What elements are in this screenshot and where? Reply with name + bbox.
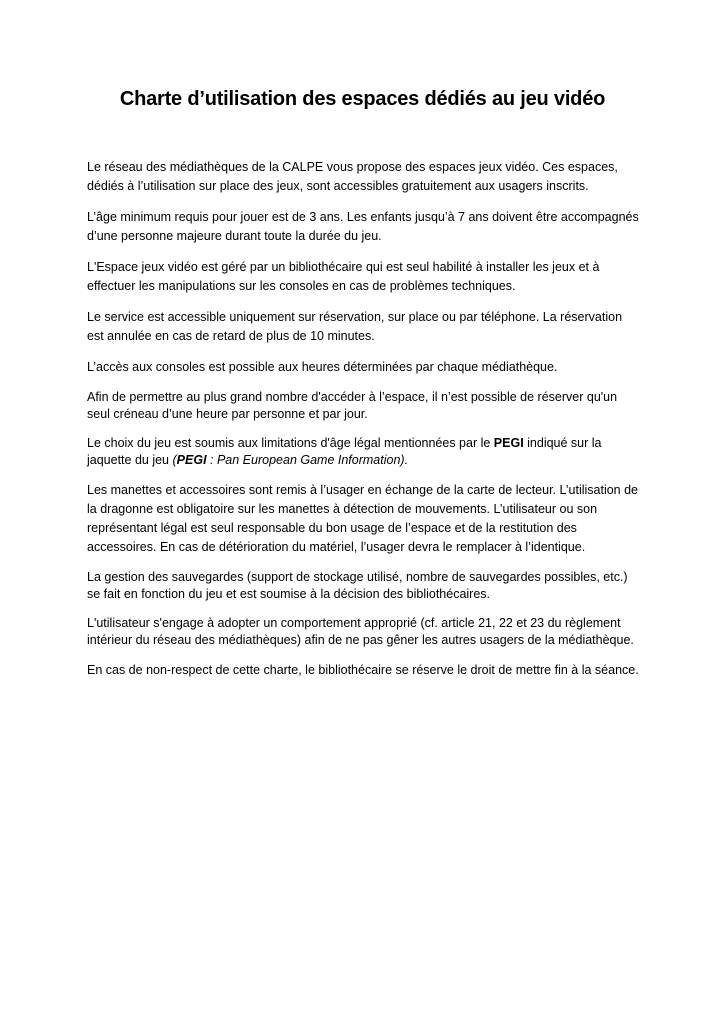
paragraph-non-respect: En cas de non-respect de cette charte, le bibliothécaire se réserve le droit de mettre fin à la séance. (87, 663, 639, 677)
pegi-term: PEGI (493, 436, 524, 450)
paragraph-console-hours: L’accès aux consoles est possible aux heures déterminées par chaque médiathèque. (87, 360, 558, 374)
paragraph-controllers: Les manettes et accessoires sont remis à l’usager en échange de la carte de lecteur. L’utilisation de la dragonne est obligatoire sur les manettes à détection de mouvements. L’utilisateur ou son représentant légal est seul responsable du bon usage de l’espace et de la restitution des accessoires. En cas de détérioration du matériel, l’usager devra le remplacer à l’identique. (87, 483, 639, 554)
paragraph-minimum-age: L’âge minimum requis pour jouer est de 3 ans. Les enfants jusqu’à 7 ans doivent être accompagnés d’une personne majeure durant toute la durée du jeu. (87, 210, 639, 243)
document-body (87, 158, 639, 692)
paragraph-librarian-role: L'Espace jeux vidéo est géré par un bibliothécaire qui est seul habilité à installer les jeux et à effectuer les manipulations sur les consoles en cas de problèmes techniques. (87, 260, 600, 293)
paragraph-reservation: Le service est accessible uniquement sur réservation, sur place ou par téléphone. La réservation est annulée en cas de retard de plus de 10 minutes. (87, 310, 623, 343)
pegi-text-before: Le choix du jeu est soumis aux limitations d'âge légal mentionnées par le (87, 436, 494, 450)
paragraph-one-slot: Afin de permettre au plus grand nombre d'accéder à l’espace, il n’est possible de réserver qu'un seul créneau d’une heure par personne et par jour. (87, 390, 618, 421)
pegi-note-term: PEGI (176, 453, 207, 467)
paragraph-saves: La gestion des sauvegardes (support de stockage utilisé, nombre de sauvegardes possibles, etc.) se fait en fonction du jeu et est soumise à la décision des bibliothécaires. (87, 570, 628, 601)
document-title: Charte d’utilisation des espaces dédiés au jeu vidéo (119, 88, 606, 110)
pegi-note-rest: : Pan European Game Information). (206, 453, 409, 467)
paragraph-behaviour: L'utilisateur s'engage à adopter un comportement approprié (cf. article 21, 22 et 23 du règlement intérieur du réseau des médiathèques) afin de ne pas gêner les autres usagers de la médiathèque. (87, 616, 634, 647)
pegi-text-after: indiqué sur la jaquette du jeu (87, 436, 602, 467)
pegi-note-open: ( (172, 453, 177, 467)
pegi-note (173, 453, 409, 467)
paragraph-pegi (87, 435, 639, 469)
paragraph-intro: Le réseau des médiathèques de la CALPE vous propose des espaces jeux vidéo. Ces espaces, dédiés à l’utilisation sur place des jeux, sont accessibles gratuitement aux usagers inscrits. (87, 160, 618, 193)
